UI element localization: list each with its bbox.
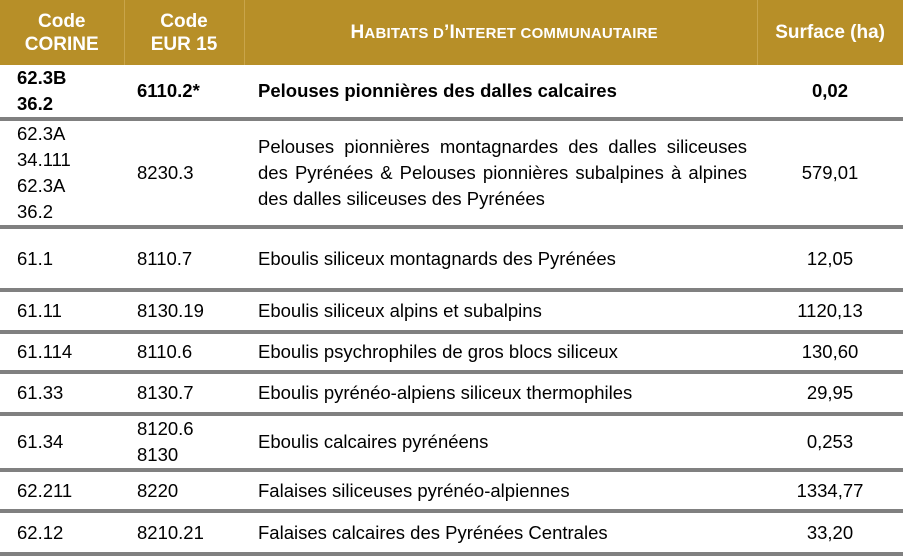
cell-habitat: Falaises siliceuses pyrénéo-alpiennes [244, 470, 757, 511]
cell-code-corine [0, 414, 124, 470]
code-line: 62.12 [17, 521, 64, 543]
code-line: 34.111 [17, 149, 71, 170]
header-line: Code [160, 10, 208, 32]
header-line: CORINE [24, 33, 99, 55]
code-line: 8110.6 [137, 341, 193, 362]
code-line: 61.34 [17, 431, 64, 452]
cell-habitat: Eboulis calcaires pyrénéens [244, 414, 757, 470]
code-line: 62.3B [17, 67, 67, 88]
header-line: Code [38, 10, 86, 32]
cell-habitat: Eboulis siliceux montagnards des Pyrénées [244, 227, 757, 290]
header-smallcaps-part: ABITATS D [364, 24, 444, 42]
cell-code-eur15 [124, 414, 244, 470]
table-row [0, 511, 903, 554]
cell-habitat: Eboulis psychrophiles de gros blocs siliceux [244, 332, 757, 372]
code-line: 62.3A [17, 175, 66, 196]
cell-code-corine [0, 290, 124, 332]
header-code-corine [0, 0, 124, 65]
table-row [0, 65, 903, 119]
table-row [0, 414, 903, 470]
code-line: 8130.7 [137, 382, 194, 403]
cell-surface: 0,02 [757, 65, 903, 119]
code-line: 8210.21 [137, 521, 204, 543]
header-code-eur15 [124, 0, 244, 65]
code-line: 8130.19 [137, 300, 204, 321]
header-smallcaps-initial: H [350, 21, 365, 43]
cell-code-corine [0, 227, 124, 290]
table-row [0, 290, 903, 332]
cell-code-eur15 [124, 119, 244, 227]
cell-code-corine [0, 65, 124, 119]
cell-surface: 130,60 [757, 332, 903, 372]
cell-code-eur15 [124, 372, 244, 414]
code-line: 61.11 [17, 300, 62, 321]
cell-habitat: Pelouses pionnières des dalles calcaires [244, 65, 757, 119]
cell-surface: 1334,77 [757, 470, 903, 511]
table-row [0, 227, 903, 290]
code-line: 8120.6 [137, 418, 194, 439]
cell-code-eur15 [124, 227, 244, 290]
cell-habitat: Eboulis pyrénéo-alpiens siliceux thermophiles [244, 372, 757, 414]
header-surface: Surface (ha) [757, 0, 903, 65]
header-habitats [244, 0, 757, 65]
code-line: 36.2 [17, 93, 54, 114]
cell-code-corine [0, 511, 124, 554]
cell-code-corine [0, 372, 124, 414]
cell-surface: 29,95 [757, 372, 903, 414]
code-line: 61.1 [17, 247, 54, 269]
cell-habitat: Pelouses pionnières montagnardes des dalles siliceuses des Pyrénées & Pelouses pionnières subalpines à alpines des dalles siliceuses des Pyrénées [244, 119, 757, 227]
code-line: 6110.2* [137, 80, 200, 101]
cell-surface: 579,01 [757, 119, 903, 227]
code-line: 61.33 [17, 382, 64, 403]
header-row [0, 0, 903, 65]
code-line: 36.2 [17, 201, 54, 222]
cell-code-corine [0, 470, 124, 511]
cell-code-eur15 [124, 470, 244, 511]
code-line: 62.3A [17, 123, 66, 144]
cell-code-eur15 [124, 290, 244, 332]
table-row [0, 470, 903, 511]
code-line: 8220 [137, 479, 179, 501]
cell-habitat: Eboulis siliceux alpins et subalpins [244, 290, 757, 332]
cell-surface: 1120,13 [757, 290, 903, 332]
header-smallcaps-initial: ’I [444, 21, 455, 43]
cell-code-eur15 [124, 511, 244, 554]
header-line: EUR 15 [150, 33, 218, 55]
cell-code-eur15 [124, 65, 244, 119]
cell-code-eur15 [124, 332, 244, 372]
cell-habitat: Falaises calcaires des Pyrénées Centrales [244, 511, 757, 554]
code-line: 61.114 [17, 341, 73, 362]
table-row [0, 372, 903, 414]
code-line: 62.211 [17, 479, 73, 501]
table-row [0, 332, 903, 372]
cell-surface: 0,253 [757, 414, 903, 470]
cell-code-corine [0, 332, 124, 372]
table-row [0, 119, 903, 227]
table-body [0, 65, 903, 554]
cell-surface: 33,20 [757, 511, 903, 554]
code-line: 8110.7 [137, 247, 193, 269]
cell-code-corine [0, 119, 124, 227]
cell-surface: 12,05 [757, 227, 903, 290]
code-line: 8130 [137, 444, 179, 465]
header-smallcaps-part: NTERET COMMUNAUTAIRE [454, 24, 658, 42]
table-header [0, 0, 903, 65]
code-line: 8230.3 [137, 162, 194, 183]
